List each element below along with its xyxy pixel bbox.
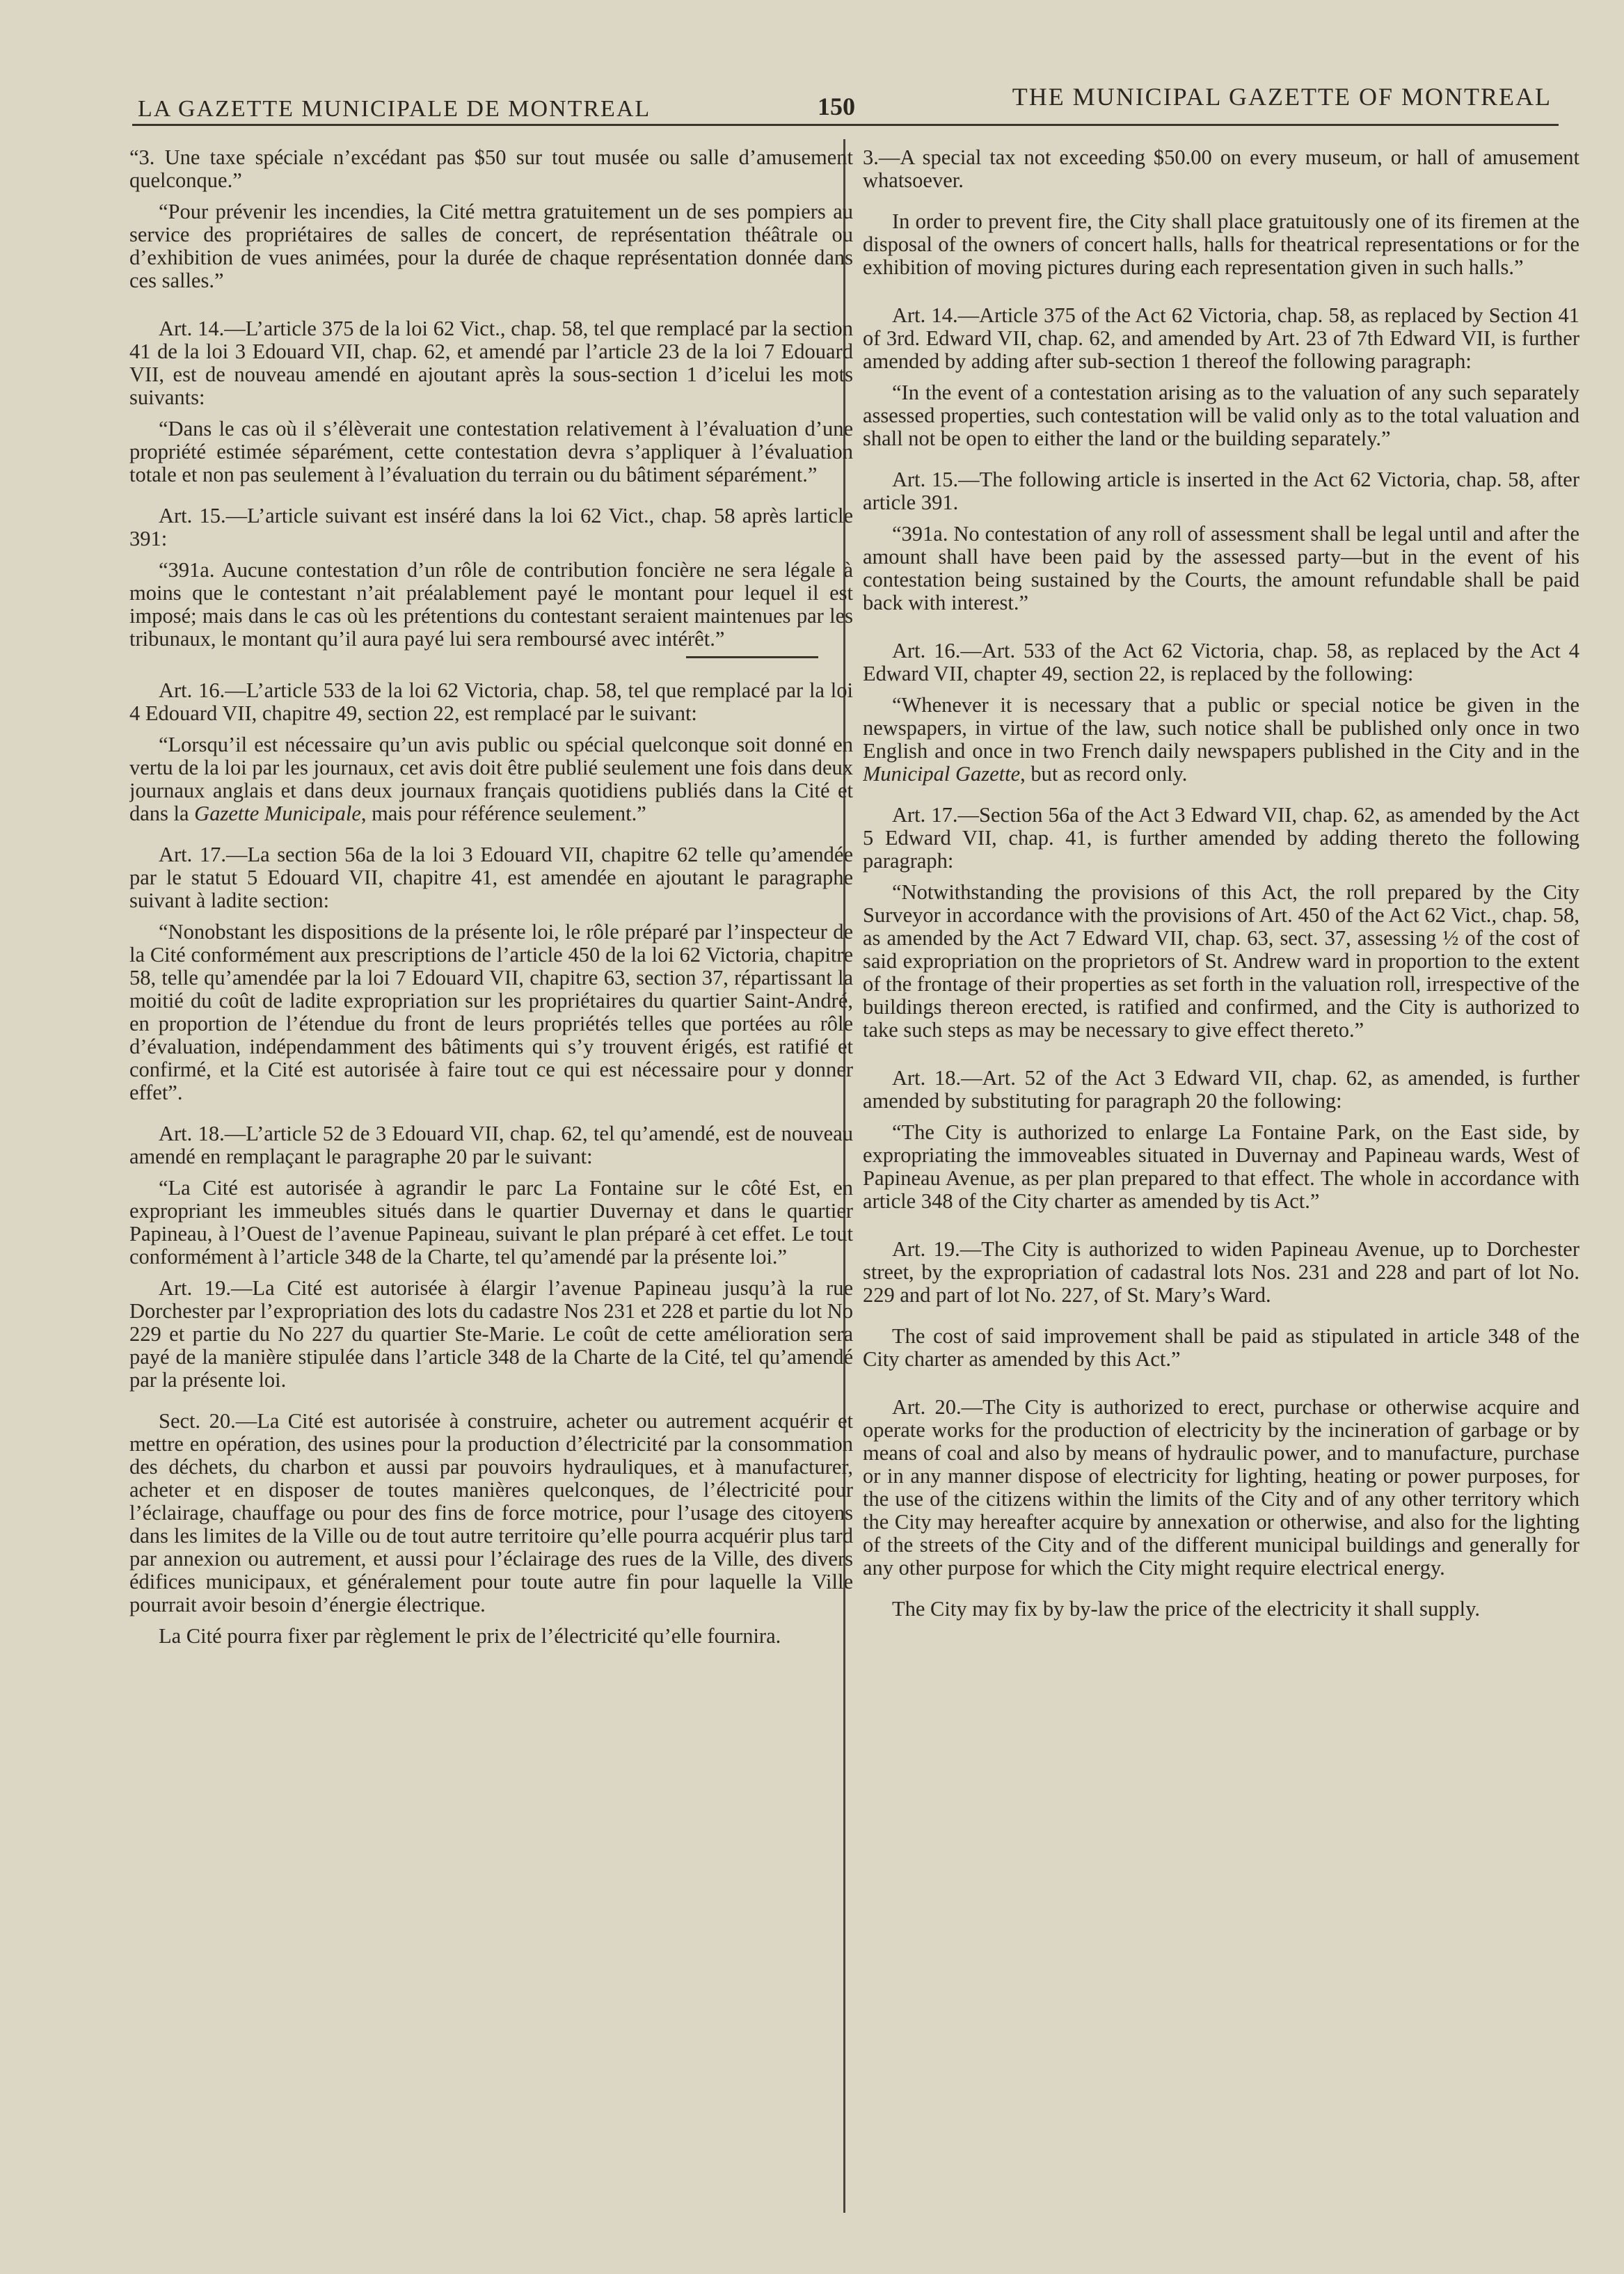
en-art-17-quote: “Notwithstanding the provisions of this Act, the roll prepared by the City Surveyor in accordance with the provisions of Art. 450 of the Act 62 Vict., chap. 58, as amended by the Act 7 Edward VII, chap. 63, sect. 37, assessing ½ of the cost of said expropriation on the proprietors of St. Andrew ward in proportion to the extent of the frontage of their properties as set forth in the valuation roll, irrespective of the buildings thereon erected, is ratified and confirmed, and the City is authorized to take such steps as may be necessary to give effect thereto.” [863, 880, 1579, 1042]
en-art-14: Art. 14.—Article 375 of the Act 62 Victoria, chap. 58, as replaced by Section 41 of 3rd. Edward VII, chap. 62, and amended by Art. 23 of 7th Edward VII, is further amended by adding after sub-section 1 thereof the following paragraph: [863, 303, 1579, 373]
en-art-20: Art. 20.—The City is authorized to erect, purchase or otherwise acquire and operate works for the production of electricity by the incineration of garbage or by means of coal and also by means of hydraulic power, and to manufacture, purchase or in any manner dispose of electricity for lighting, heating or power purposes, for the use of the citizens within the limits of the City and of any other territory which the City may hereafter acquire by annexation or otherwise, and also for the lighting of the streets of the City and of the different municipal buildings and generally for any other purpose for which the City might require electrical energy. [863, 1395, 1579, 1580]
fr-art-14: Art. 14.—L’article 375 de la loi 62 Vict., chap. 58, tel que remplacé par la section 41 de la loi 3 Edouard VII, chap. 62, et amendé par l’article 23 de la loi 7 Edouard VII, est de nouveau amendé en ajoutant après la sous-section 1 d’icelui les mots suivants: [129, 317, 853, 409]
fr-art-16: Art. 16.—L’article 533 de la loi 62 Victoria, chap. 58, tel que remplacé par la loi 4 Edouard VII, chapitre 49, section 22, est remplacé par le suivant: [129, 678, 853, 725]
fr-sect-20-price: La Cité pourra fixer par règlement le prix de l’électricité qu’elle fournira. [159, 1624, 781, 1648]
fr-art-17: Art. 17.—La section 56a de la loi 3 Edouard VII, chapitre 62 telle qu’amendée par le statut 5 Edouard VII, chapitre 41, est amendée en ajoutant le paragraphe suivant à ladite section: [129, 843, 853, 912]
gazette-title-italic: Gazette Municipale [194, 802, 361, 825]
en-art-16-quote: “Whenever it is necessary that a public or special notice be given in the newspapers, in virtue of the law, such notice shall be published only once in two English and once in two French daily newspapers published in the City and in the Municipal Gazette, but as record only. [863, 693, 1579, 786]
fr-art-16-quote: “Lorsqu’il est nécessaire qu’un avis public ou spécial quelconque soit donné en vertu de la loi par les journaux, cet avis doit être publié seulement une fois dans deux journaux anglais et dans deux journaux français quotidiens publiés dans la Cité et dans la Gazette Municipale, mais pour référence seulement.” [129, 733, 853, 825]
en-art-19: Art. 19.—The City is authorized to widen Papineau Avenue, up to Dorchester street, by the expropriation of cadastral lots Nos. 231 and 228 and part of lot No. 229 and part of lot No. 227, of St. Mary’s Ward. [863, 1237, 1579, 1307]
en-art-17: Art. 17.—Section 56a of the Act 3 Edward VII, chap. 62, as amended by the Act 5 Edward VII, chap. 41, is further amended by adding thereto the following paragraph: [863, 803, 1579, 873]
fr-art-15-quote: “391a. Aucune contestation d’un rôle de contribution foncière ne sera légale à moins que le contestant n’ait préalablement payé le montant pour lequel il est imposé; mais dans le cas où les prétentions du contestant seraient maintenues par les tribunaux, le montant qu’il aura payé lui sera remboursé avec intérêt.” [129, 558, 853, 651]
fr-art-14-quote: “Dans le cas où il s’élèverait une contestation relativement à l’évaluation d’une propriété estimée séparément, cette contestation devra s’appliquer à l’évaluation totale et non pas seulement à l’évaluation du terrain ou du bâtiment séparément.” [129, 417, 853, 486]
english-column [863, 146, 1579, 2220]
header-english-title: THE MUNICIPAL GAZETTE OF MONTREAL [1012, 83, 1552, 111]
fr-art-18: Art. 18.—L’article 52 de 3 Edouard VII, chap. 62, tel qu’amendé, est de nouveau amendé en remplaçant le paragraphe 20 par le suivant: [129, 1122, 853, 1168]
en-art-19-cost: The cost of said improvement shall be paid as stipulated in article 348 of the City charter as amended by this Act.” [863, 1324, 1579, 1371]
fr-fire-clause: “Pour prévenir les incendies, la Cité mettra gratuitement un de ses pompiers au service des propriétaires de salles de concert, de représentation théâtrale ou d’exhibition de vues animées, pour la durée de chaque représentation donnée dans ces salles.” [129, 200, 853, 292]
fr-art-15: Art. 15.—L’article suivant est inséré dans la loi 62 Vict., chap. 58 après larticle 391: [129, 504, 853, 550]
en-art-15-quote: “391a. No contestation of any roll of assessment shall be legal until and after the amount shall have been paid by the assessed party—but in the event of his contestation being sustained by the Courts, the amount refundable shall be paid back with interest.” [863, 522, 1579, 614]
en-art-15: Art. 15.—The following article is inserted in the Act 62 Victoria, chap. 58, after article 391. [863, 468, 1579, 514]
en-art-18: Art. 18.—Art. 52 of the Act 3 Edward VII, chap. 62, as amended, is further amended by substituting for paragraph 20 the following: [863, 1066, 1579, 1113]
page-header [132, 82, 1559, 126]
fr-art-17-quote: “Nonobstant les dispositions de la présente loi, le rôle préparé par l’inspecteur de la Cité conformément aux prescriptions de l’article 450 de la loi 62 Victoria, chapitre 58, telle qu’amendée par la loi 7 Edouard VII, chapitre 63, section 37, répartissant la moitié du coût de ladite expropriation sur les propriétaires du quartier Saint-André, en proportion de l’étendue du front de leurs propriétés telles que portées au rôle d’évaluation, indépendamment des bâtiments qui s’y trouvent érigés, est ratifié et confirmé, et la Cité est autorisée à faire tout ce qui est nécessaire pour y donner effet”. [129, 920, 853, 1104]
en-art-14-quote: “In the event of a contestation arising as to the valuation of any such separately assessed properties, such contestation will be valid only as to the total valuation and shall not be open to either the land or the building separately.” [863, 381, 1579, 450]
fr-art-19: Art. 19.—La Cité est autorisée à élargir l’avenue Papineau jusqu’à la rue Dorchester par l’expropriation des lots du cadastre Nos 231 et 228 et partie du lot No 229 et partie du No 227 du quartier Ste-Marie. Le coût de cette amélioration sera payé de la manière stipulée dans l’article 348 de la Charte de la Cité, tel qu’amendé par la présente loi. [129, 1276, 853, 1392]
en-art-18-quote: “The City is authorized to enlarge La Fontaine Park, on the East side, by expropriating the immoveables situated in Duvernay and Papineau wards, West of Papineau Avenue, as per plan prepared to that effect. The whole in accordance with article 348 of the City charter as amended by tis Act.” [863, 1120, 1579, 1213]
en-art-16: Art. 16.—Art. 533 of the Act 62 Victoria, chap. 58, as replaced by the Act 4 Edward VII, chapter 49, section 22, is replaced by the following: [863, 639, 1579, 685]
header-french-title: LA GAZETTE MUNICIPALE DE MONTREAL [138, 96, 651, 122]
en-tax-clause: 3.—A special tax not exceeding $50.00 on every museum, or hall of amusement whatsoever. [863, 146, 1579, 192]
fr-tax-clause: “3. Une taxe spéciale n’excédant pas $50 sur tout musée ou salle d’amusement quelconque.” [129, 146, 853, 192]
fr-art-18-quote: “La Cité est autorisée à agrandir le parc La Fontaine sur le côté Est, en expropriant les immeubles situés dans le quartier Duvernay et dans le quartier Papineau, à l’Ouest de l’avenue Papineau, suivant le plan préparé à cet effet. Le tout conformément à l’article 348 de la Charte, tel qu’amendé par la présente loi.” [129, 1176, 853, 1269]
gazette-title-italic: Municipal Gazette [863, 762, 1021, 786]
en-fire-clause: In order to prevent fire, the City shall place gratuitously one of its firemen at the disposal of the owners of concert halls, halls for theatrical representations or for the exhibition of moving pictures during each representation given in such halls.” [863, 209, 1579, 279]
fr-sect-20: Sect. 20.—La Cité est autorisée à construire, acheter ou autrement acquérir et mettre en opération, des usines pour la production d’électricité par la consommation des déchets, du charbon et aussi par pouvoirs hydrauliques, et à manufacturer, acheter et en disposer de toutes manières quelconques, de l’électricité pour l’éclairage, chauffage ou pour des fins de force motrice, pour l’usage des citoyens dans les limites de la Ville ou de tout autre territoire qu’elle pourra acquérir plus tard par annexion ou autrement, et aussi pour l’éclairage des rues de la Ville, des divers édifices municipaux, et généralement pour toute autre fin pour laquelle la Ville pourrait avoir besoin d’énergie électrique. [129, 1409, 853, 1616]
separator-rule [686, 656, 818, 658]
en-art-20-price: The City may fix by by-law the price of the electricity it shall supply. [892, 1597, 1481, 1621]
french-column [129, 146, 853, 2220]
page-number: 150 [818, 93, 855, 120]
